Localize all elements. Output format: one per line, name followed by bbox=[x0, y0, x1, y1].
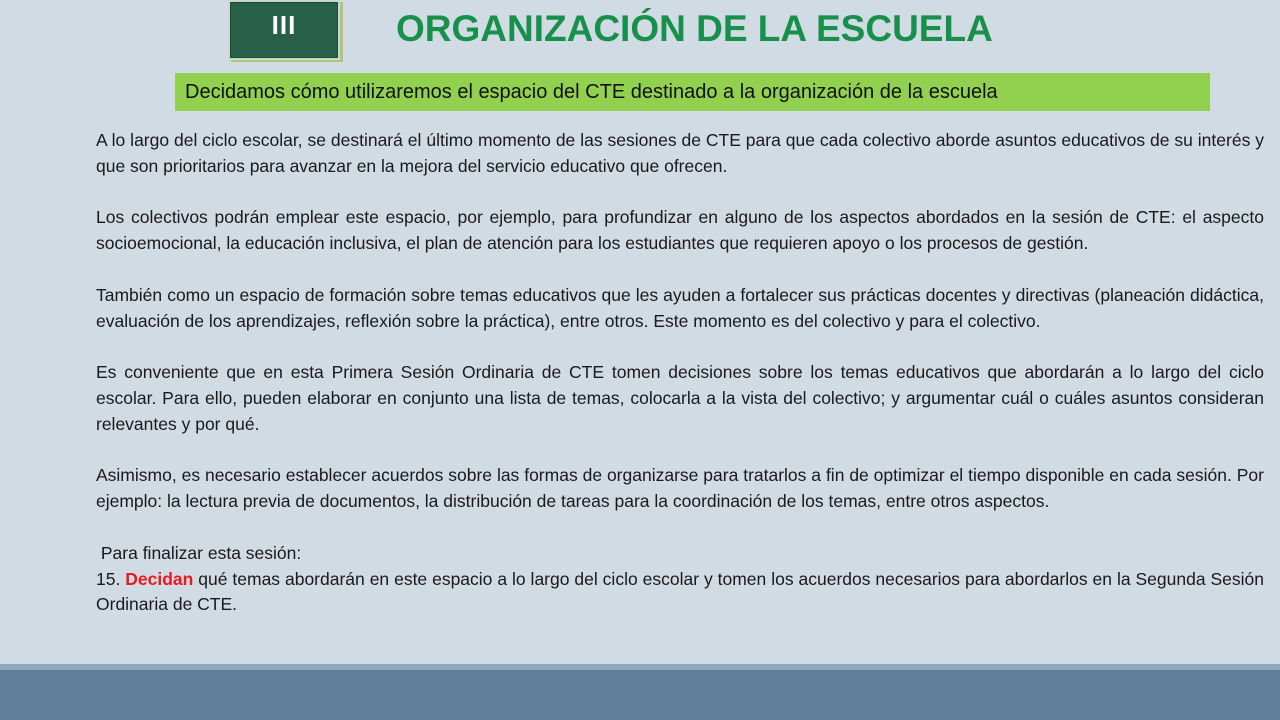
footer-bar bbox=[0, 664, 1280, 720]
paragraph-2: Los colectivos podrán emplear este espacio, por ejemplo, para profundizar en alguno de los aspectos abordados en la sesión de CTE: el aspecto socioemocional, la educación inclusiva, el plan de atención para los estudiantes que requieren apoyo o los procesos de gestión. bbox=[96, 207, 1264, 254]
paragraph-4: Es conveniente que en esta Primera Sesión Ordinaria de CTE tomen decisiones sobre los temas educativos que abordarán a lo largo del ciclo escolar. Para ello, pueden elaborar en conjunto una lista de temas, colocarla a la vista del colectivo; y argumentar cuál o cuáles asuntos consideran relevantes y por qué. bbox=[96, 362, 1264, 434]
highlight-word: Decidan bbox=[125, 568, 194, 589]
paragraph-1: A lo largo del ciclo escolar, se destinará el último momento de las sesiones de CTE para que cada colectivo aborde asuntos educativos de su interés y que son prioritarios para avanzar en la mejora del servicio educativo que ofrecen. bbox=[96, 130, 1264, 176]
body-content bbox=[96, 128, 1264, 618]
paragraph-3: También como un espacio de formación sobre temas educativos que les ayuden a fortalecer sus prácticas docentes y directivas (planeación didáctica, evaluación de los aprendizajes, reflexión sobre la práctica), entre otros. Este momento es del colectivo y para el colectivo. bbox=[96, 284, 1264, 331]
page-title: ORGANIZACIÓN DE LA ESCUELA bbox=[396, 8, 993, 49]
paragraph-5: Asimismo, es necesario establecer acuerdos sobre las formas de organizarse para tratarlos a fin de optimizar el tiempo disponible en cada sesión. Por ejemplo: la lectura previa de documentos, la distribución de tareas para la coordinación de los temas, entre otros aspectos. bbox=[96, 465, 1264, 512]
item-text: qué temas abordarán en este espacio a lo largo del ciclo escolar y tomen los acuerdos necesarios para abordarlos en la Segunda Sesión Ordinaria de CTE. bbox=[96, 568, 1264, 615]
subtitle-text: Decidamos cómo utilizaremos el espacio del CTE destinado a la organización de la escuela bbox=[185, 80, 998, 103]
section-number-badge bbox=[228, 0, 340, 60]
subtitle-banner bbox=[175, 73, 1210, 111]
closing-intro: Para finalizar esta sesión: bbox=[96, 542, 302, 563]
item-number: 15. bbox=[96, 568, 121, 589]
section-number: III bbox=[271, 10, 297, 40]
closing-item bbox=[96, 567, 1264, 619]
